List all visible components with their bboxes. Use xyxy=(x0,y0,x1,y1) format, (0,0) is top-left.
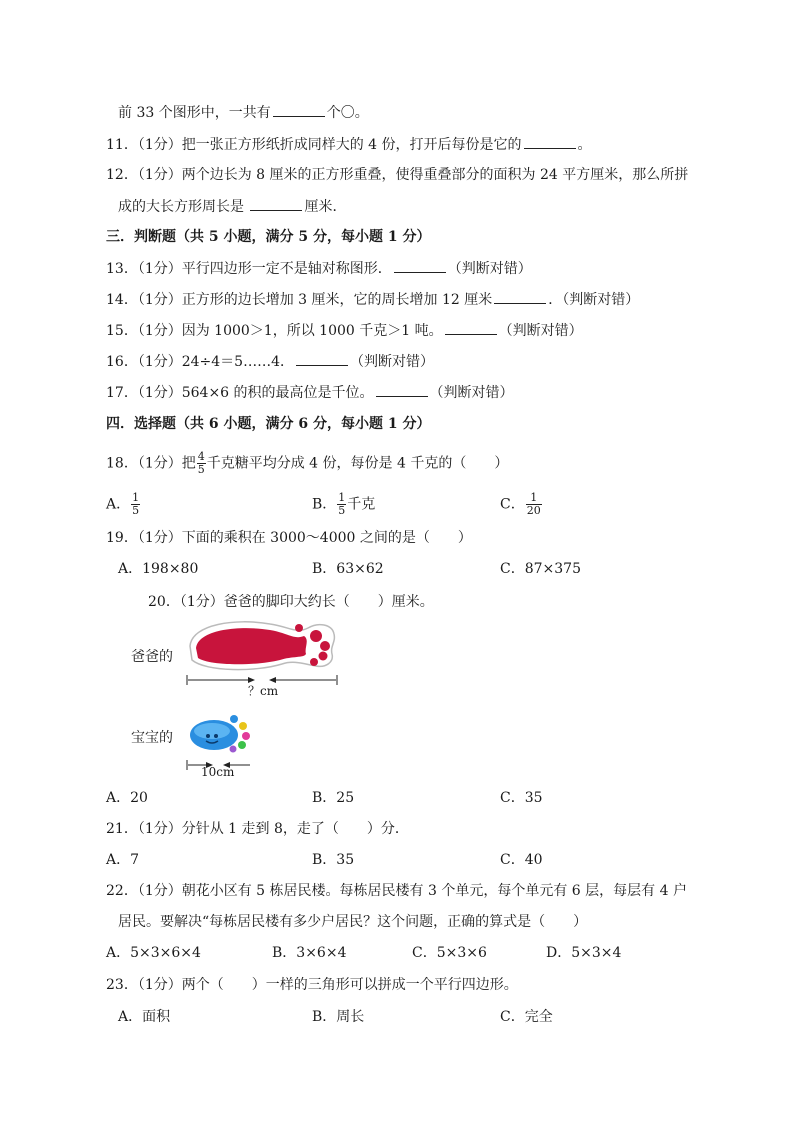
fraction: $\frac{4}{5}$ xyxy=(197,450,205,476)
q18-option-a[interactable]: A． $\frac{1}{5}$ xyxy=(106,491,140,517)
q21-option-c[interactable]: C．40 xyxy=(500,852,543,868)
q18-option-c[interactable]: C． $\frac{1}{20}$ xyxy=(500,491,541,517)
question-17: 17．（1分）564×6 的积的最高位是千位。 （判断对错） xyxy=(106,382,514,403)
fraction: $\frac{1}{5}$ xyxy=(132,491,140,517)
dad-measure-label: ？cm xyxy=(248,684,279,698)
q19-option-b[interactable]: B．63×62 xyxy=(312,561,384,577)
question-15: 15．（1分）因为 1000＞1，所以 1000 千克＞1 吨。 （判断对错） xyxy=(106,320,583,341)
answer-blank[interactable] xyxy=(296,351,348,366)
question-12-line1: 12．（1分）两个边长为 8 厘米的正方形重叠，使得重叠部分的面积为 24 平方厘米，那么所拼 xyxy=(106,167,689,183)
q20-option-a[interactable]: A．20 xyxy=(106,790,148,806)
q22-option-d[interactable]: D．5×3×4 xyxy=(546,945,622,961)
answer-blank[interactable] xyxy=(376,382,428,397)
q22-option-c[interactable]: C．5×3×6 xyxy=(412,945,487,961)
q22-option-a[interactable]: A．5×3×6×4 xyxy=(106,945,201,961)
answer-blank[interactable] xyxy=(250,196,302,211)
section-4-heading: 四．选择题（共 6 小题，满分 6 分，每小题 1 分） xyxy=(106,416,431,432)
q23-option-c[interactable]: C．完全 xyxy=(500,1009,553,1025)
q23-option-b[interactable]: B．周长 xyxy=(312,1009,365,1025)
q20-option-c[interactable]: C．35 xyxy=(500,790,543,806)
question-16: 16．（1分）24÷4＝5……4． （判断对错） xyxy=(106,351,434,372)
question-23: 23．（1分）两个（ ）一样的三角形可以拼成一个平行四边形。 xyxy=(106,977,518,993)
q21-option-b[interactable]: B．35 xyxy=(312,852,355,868)
fraction: $\frac{1}{20}$ xyxy=(526,491,541,517)
answer-blank[interactable] xyxy=(445,320,497,335)
q21-option-a[interactable]: A．7 xyxy=(106,852,140,868)
question-18: 18．（1分）把 $\frac{4}{5}$ 千克糖平均分成 4 份，每份是 4 千克的（ ） xyxy=(106,450,509,476)
fraction: $\frac{1}{5}$ xyxy=(338,491,346,517)
q10-continuation: 前 33 个图形中，一共有 个〇。 xyxy=(118,102,369,123)
answer-blank[interactable] xyxy=(273,102,325,117)
q20-option-b[interactable]: B．25 xyxy=(312,790,355,806)
q18-option-b[interactable]: B． $\frac{1}{5}$ 千克 xyxy=(312,491,376,517)
baby-footprint-label: 宝宝的 xyxy=(131,730,173,746)
q22-option-b[interactable]: B．3×6×4 xyxy=(272,945,347,961)
answer-blank[interactable] xyxy=(524,134,576,149)
question-20: 20．（1分）爸爸的脚印大约长（ ）厘米。 xyxy=(148,594,434,610)
question-12-line2: 成的大长方形周长是 厘米． xyxy=(118,196,346,217)
question-14: 14．（1分）正方形的边长增加 3 厘米，它的周长增加 12 厘米 ．（判断对错） xyxy=(106,289,639,310)
baby-footprint-image xyxy=(186,709,256,757)
dad-footprint-image xyxy=(186,616,338,672)
section-3-heading: 三．判断题（共 5 小题，满分 5 分，每小题 1 分） xyxy=(106,229,431,245)
question-11: 11．（1分）把一张正方形纸折成同样大的 4 份，打开后每份是它的 。 xyxy=(106,134,592,155)
q19-option-c[interactable]: C．87×375 xyxy=(500,561,581,577)
answer-blank[interactable] xyxy=(394,258,446,273)
question-21: 21．（1分）分针从 1 走到 8，走了（ ）分． xyxy=(106,821,409,837)
q23-option-a[interactable]: A．面积 xyxy=(118,1009,171,1025)
q19-option-a[interactable]: A．198×80 xyxy=(118,561,199,577)
question-13: 13．（1分）平行四边形一定不是轴对称图形． （判断对错） xyxy=(106,258,532,279)
question-22-line1: 22．（1分）朝花小区有 5 栋居民楼。每栋居民楼有 3 个单元，每个单元有 6 层，每层有 4 户 xyxy=(106,883,687,899)
question-19: 19．（1分）下面的乘积在 3000～4000 之间的是（ ） xyxy=(106,530,472,546)
baby-measure-label: 10cm xyxy=(201,765,235,779)
dad-footprint-label: 爸爸的 xyxy=(131,649,173,665)
answer-blank[interactable] xyxy=(494,289,546,304)
question-22-line2: 居民。要解决“每栋居民楼有多少户居民？这个问题，正确的算式是（ ） xyxy=(118,914,588,930)
